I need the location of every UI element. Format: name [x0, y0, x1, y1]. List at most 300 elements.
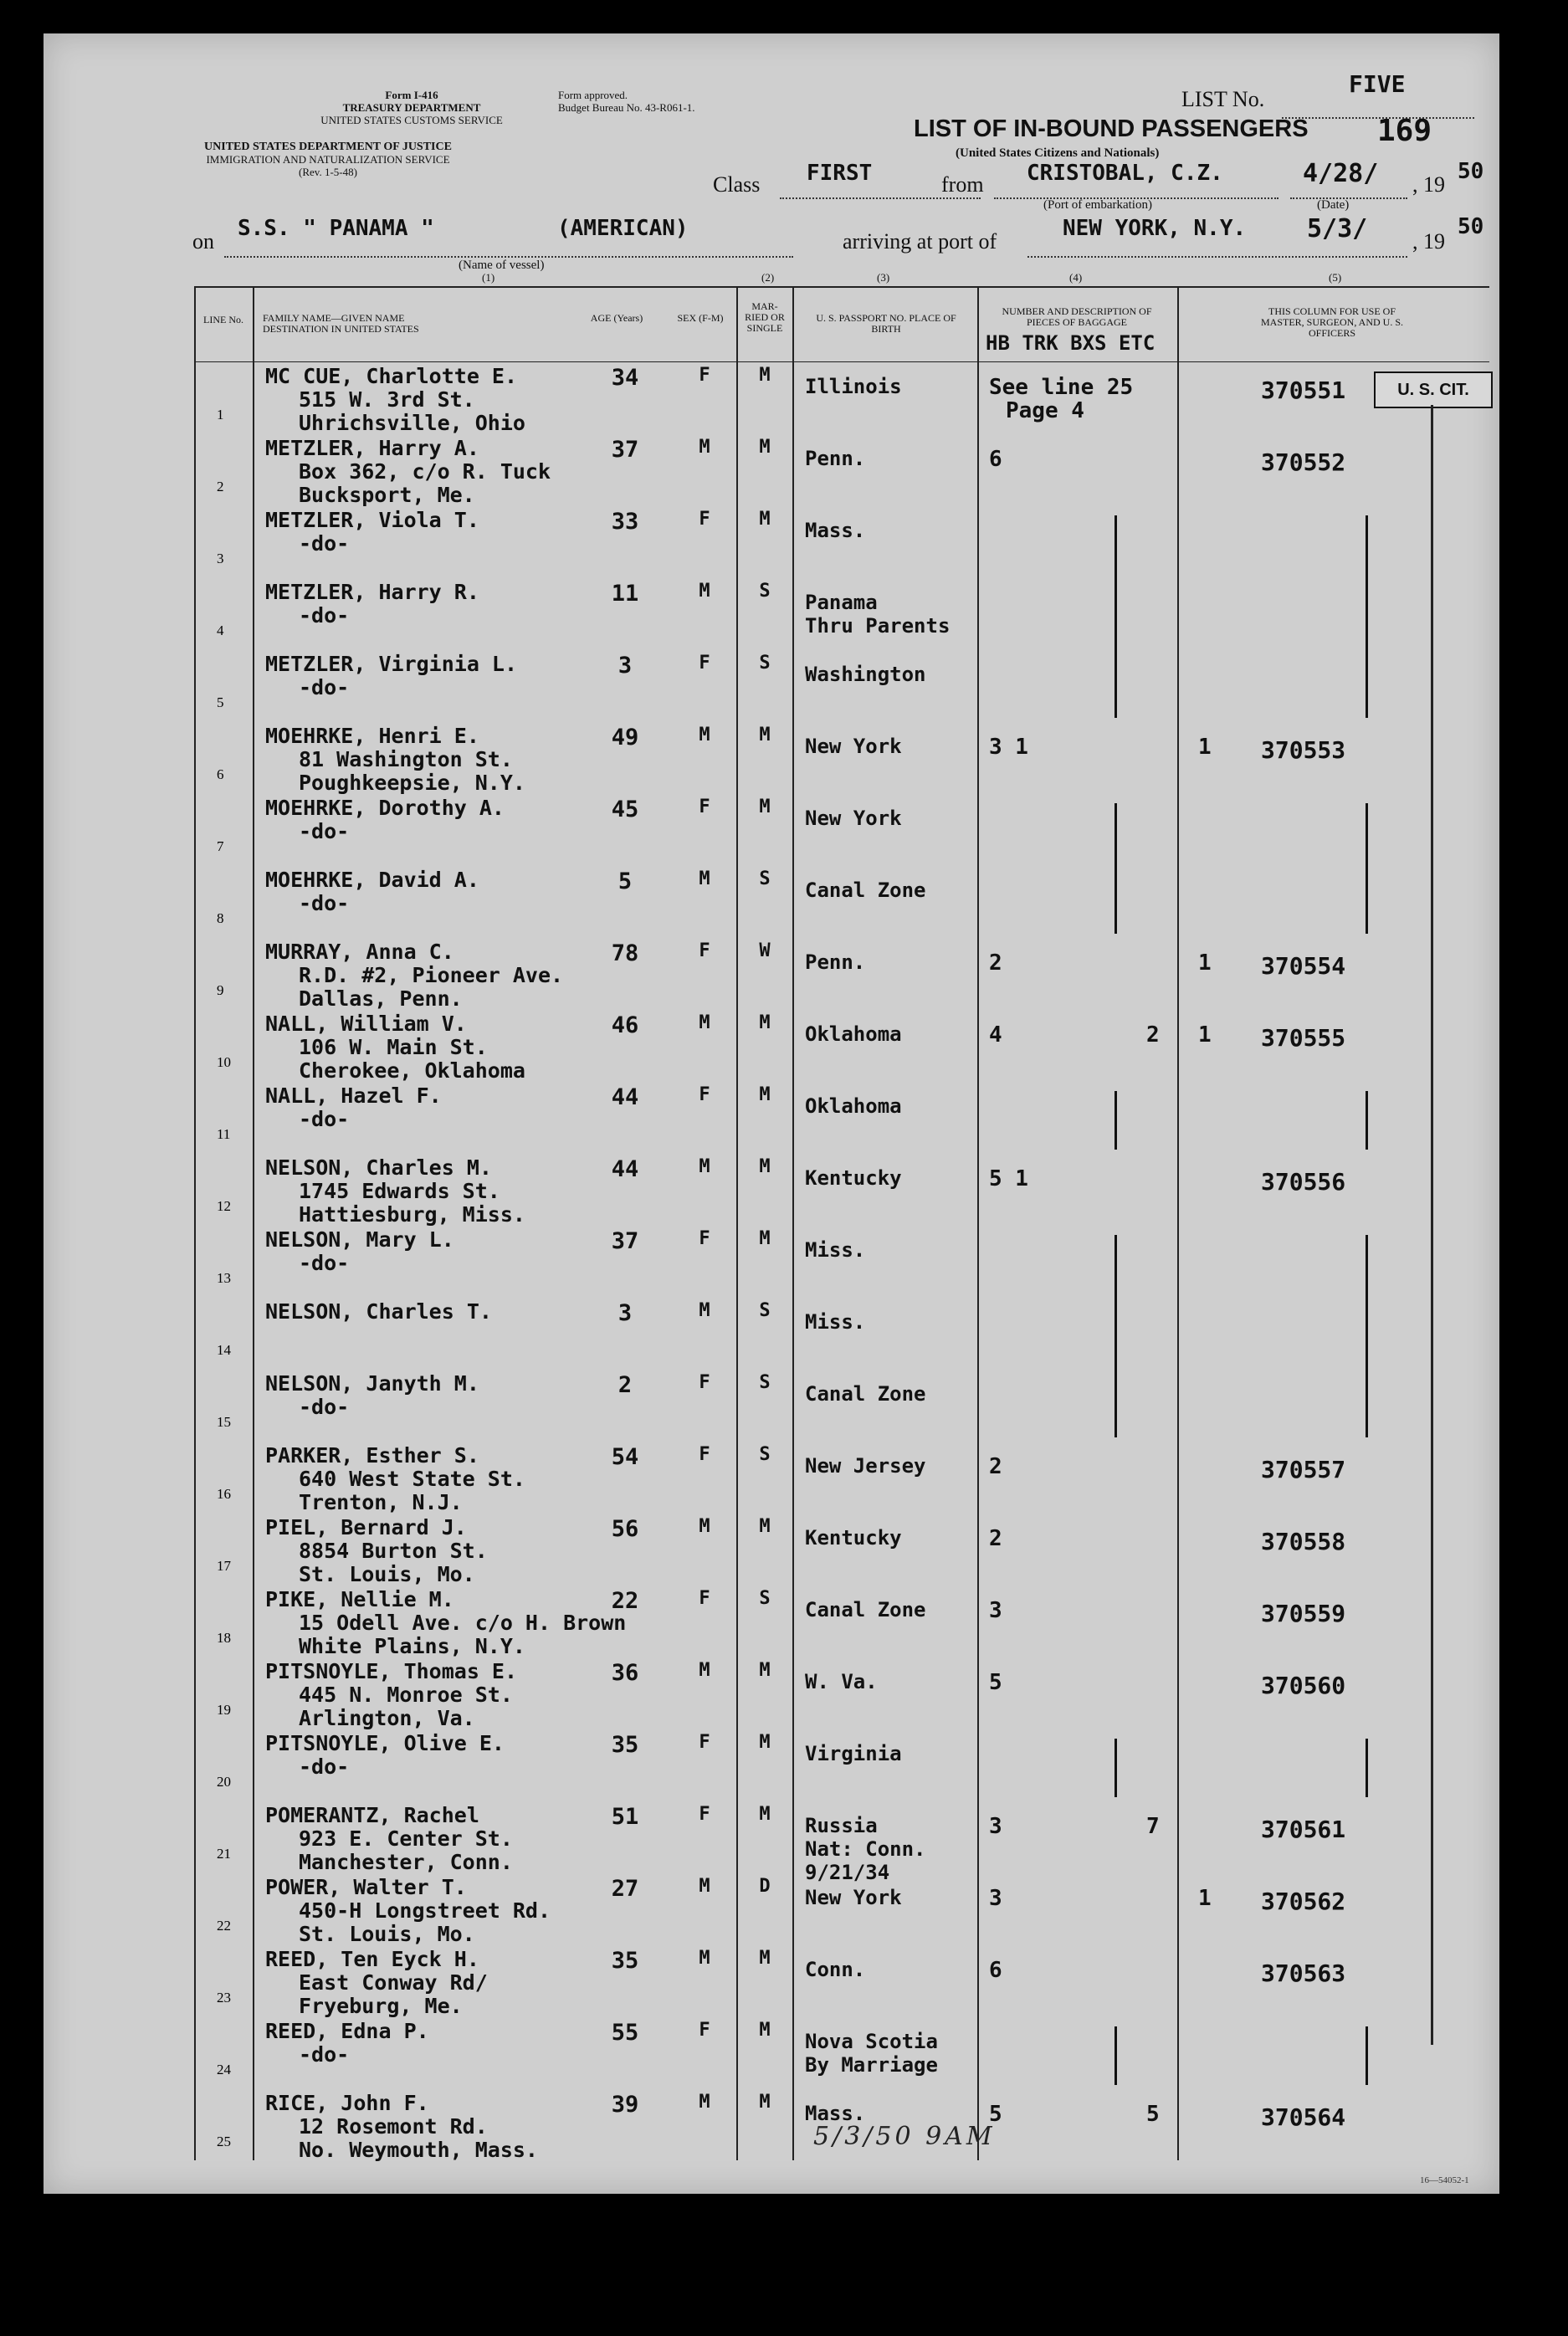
line-number: 22	[217, 1918, 231, 1934]
marital-status: M	[759, 509, 771, 530]
col-num-2: (2)	[761, 271, 775, 284]
passenger-name: NALL, Hazel F.	[265, 1083, 442, 1108]
date-label: (Date)	[1317, 198, 1350, 212]
age: 3	[617, 653, 633, 679]
sex: F	[699, 2020, 710, 2041]
age: 27	[611, 1876, 639, 1902]
line-number: 3	[217, 551, 224, 566]
passenger-name-block	[265, 2020, 429, 2067]
baggage-pieces: 6	[989, 447, 1002, 472]
sex: M	[699, 1948, 710, 1969]
place-of-birth	[805, 1022, 902, 1046]
table-row	[44, 653, 1499, 725]
baggage-pieces-col3: 1	[1198, 1886, 1212, 1911]
age: 36	[611, 1660, 639, 1686]
destination-line: -do-	[299, 1251, 350, 1275]
passenger-name-block	[265, 797, 505, 843]
marital-status: M	[759, 1012, 771, 1033]
place-line: Oklahoma	[805, 1094, 902, 1118]
place-line: New York	[805, 807, 902, 830]
sex: F	[699, 1228, 710, 1249]
embark-port: CRISTOBAL, C.Z.	[1027, 161, 1223, 186]
baggage-pieces: 2	[989, 1526, 1002, 1551]
ditto-line	[1115, 1091, 1117, 1150]
baggage-pieces: 3	[989, 1814, 1002, 1839]
table-row	[44, 1012, 1499, 1084]
passenger-name: METZLER, Virginia L.	[265, 652, 518, 676]
baggage-pieces: See line 25	[989, 375, 1134, 400]
budget-bureau: Budget Bureau No. 43-R061-1.	[558, 101, 695, 114]
marital-status: S	[759, 868, 771, 889]
age: 5	[617, 868, 633, 894]
line-number: 18	[217, 1630, 231, 1646]
place-of-birth	[805, 735, 902, 758]
passenger-name: PARKER, Esther S.	[265, 1443, 479, 1468]
sex: M	[699, 2092, 710, 2113]
arrival-date: 5/3/	[1307, 214, 1368, 243]
marital-status: M	[759, 1228, 771, 1249]
age: 44	[611, 1156, 639, 1182]
place-line: Virginia	[805, 1742, 902, 1765]
destination-line: Uhrichsville, Ohio	[299, 411, 525, 435]
place-line: Kentucky	[805, 1526, 902, 1550]
place-line: Conn.	[805, 1958, 866, 1981]
destination-line: 445 N. Monroe St.	[299, 1683, 513, 1707]
list-no-value: FIVE	[1349, 70, 1406, 98]
place-line: Penn.	[805, 447, 866, 470]
sex: M	[699, 437, 710, 458]
officer-number: 370559	[1261, 1600, 1346, 1627]
vessel-flag: (AMERICAN)	[557, 216, 689, 241]
age: 3	[617, 1300, 633, 1326]
marital-status: M	[759, 1660, 771, 1681]
sex: M	[699, 1516, 710, 1537]
sex: F	[699, 1804, 710, 1825]
age: 55	[611, 2020, 639, 2046]
baggage-pieces-col3: 1	[1198, 1022, 1212, 1048]
sex: F	[699, 365, 710, 386]
destination-line: 12 Rosemont Rd.	[299, 2114, 488, 2139]
officer-number: 370560	[1261, 1672, 1346, 1699]
line-number: 9	[217, 982, 224, 998]
passenger-name-block	[265, 1012, 525, 1083]
sex: M	[699, 1012, 710, 1033]
sex: F	[699, 797, 710, 817]
place-of-birth	[805, 1598, 926, 1621]
ditto-line	[1366, 515, 1368, 718]
baggage-pieces-col2: 7	[1146, 1814, 1160, 1839]
sex: F	[699, 1732, 710, 1753]
place-of-birth	[805, 1526, 902, 1550]
table-row	[44, 940, 1499, 1012]
line-number: 14	[217, 1342, 231, 1358]
baggage-pieces-col2: 2	[1146, 1022, 1160, 1048]
table-row	[44, 1300, 1499, 1372]
destination-line: -do-	[299, 2042, 350, 2067]
officer-number: 370557	[1261, 1456, 1346, 1483]
place-line: New York	[805, 735, 902, 758]
place-line: New Jersey	[805, 1454, 926, 1478]
table-row	[44, 437, 1499, 509]
marital-status: M	[759, 1084, 771, 1105]
passenger-name-block	[265, 1084, 442, 1131]
header-bottom-border	[194, 361, 1489, 362]
marital-status: M	[759, 2020, 771, 2041]
customs-service: UNITED STATES CUSTOMS SERVICE	[320, 114, 503, 126]
destination-line: R.D. #2, Pioneer Ave.	[299, 963, 564, 987]
list-no-label: LIST No.	[1181, 87, 1265, 111]
place-line: W. Va.	[805, 1670, 878, 1693]
place-of-birth	[805, 1238, 865, 1262]
col-header-pieces: NUMBER AND DESCRIPTION OF PIECES OF BAGGAGE	[1002, 305, 1152, 328]
table-row	[44, 1876, 1499, 1948]
place-of-birth	[805, 519, 865, 542]
passenger-name: MC CUE, Charlotte E.	[265, 364, 518, 388]
passenger-name-block	[265, 1876, 551, 1946]
marital-status: S	[759, 1588, 771, 1609]
sex: M	[699, 581, 710, 602]
place-of-birth	[805, 879, 926, 902]
baggage-pieces-col2: Page 4	[1006, 398, 1084, 423]
col-num-4: (4)	[1069, 271, 1083, 284]
destination-line: Hattiesburg, Miss.	[299, 1202, 525, 1227]
officer-number: 370561	[1261, 1816, 1346, 1843]
col-num-5: (5)	[1329, 271, 1342, 284]
passenger-name: METZLER, Harry R.	[265, 580, 479, 604]
line-number: 7	[217, 838, 224, 854]
vessel-name: S.S. " PANAMA "	[238, 216, 434, 241]
line-number: 13	[217, 1270, 231, 1286]
age: 56	[611, 1516, 639, 1542]
form-approval	[558, 89, 695, 114]
form-approved: Form approved.	[558, 89, 628, 101]
passenger-name-block	[265, 1948, 488, 2018]
passenger-name-block	[265, 437, 551, 507]
place-line: Russia	[805, 1814, 878, 1837]
table-row	[44, 1803, 1499, 1884]
marital-status: M	[759, 1804, 771, 1825]
ditto-line	[1366, 1739, 1368, 1797]
place-line: Thru Parents	[805, 614, 951, 638]
line-number: 2	[217, 479, 224, 494]
place-line: Panama	[805, 591, 878, 614]
place-line: Nat: Conn.	[805, 1837, 926, 1861]
destination-line: -do-	[299, 819, 350, 843]
destination-line: -do-	[299, 1755, 350, 1779]
place-of-birth	[805, 950, 865, 974]
officer-number: 370555	[1261, 1024, 1346, 1052]
baggage-pieces-col3: 1	[1198, 950, 1212, 976]
ditto-line	[1115, 515, 1117, 718]
baggage-pieces: 3	[989, 1886, 1002, 1911]
ditto-line	[1115, 2026, 1117, 2085]
marital-status: S	[759, 1300, 771, 1321]
sex: F	[699, 1444, 710, 1465]
destination-line: Box 362, c/o R. Tuck	[299, 459, 551, 484]
sex: M	[699, 868, 710, 889]
vessel-label: (Name of vessel)	[459, 259, 545, 272]
destination-line: White Plains, N.Y.	[299, 1634, 525, 1658]
line-number: 5	[217, 694, 224, 710]
ditto-line	[1366, 803, 1368, 934]
place-line: Illinois	[805, 375, 902, 398]
passenger-name: NELSON, Charles M.	[265, 1155, 492, 1180]
list-title: LIST OF IN-BOUND PASSENGERS	[914, 115, 1309, 142]
col-header-officers: THIS COLUMN FOR USE OF MASTER, SURGEON, AND U. S. OFFICERS	[1260, 305, 1404, 339]
line-number: 17	[217, 1558, 231, 1574]
col-header-sex: SEX (F-M)	[677, 312, 724, 324]
vessel-underline	[224, 256, 793, 258]
table-row	[44, 1588, 1499, 1660]
embark-port-label: (Port of embarkation)	[1043, 198, 1152, 212]
age: 35	[611, 1732, 639, 1758]
arrival-port: NEW YORK, N.Y.	[1063, 216, 1247, 241]
passenger-name: PIEL, Bernard J.	[265, 1515, 467, 1539]
line-number: 21	[217, 1846, 231, 1862]
officer-number: 370552	[1261, 448, 1346, 476]
age: 78	[611, 940, 639, 966]
destination-line: -do-	[299, 675, 350, 699]
footer-print-code: 16—54052-1	[1420, 2175, 1469, 2185]
age: 44	[611, 1084, 639, 1110]
place-of-birth	[805, 1454, 926, 1478]
place-of-birth	[805, 2030, 938, 2077]
passenger-name: METZLER, Viola T.	[265, 508, 479, 532]
form-number	[320, 89, 504, 126]
destination-line: East Conway Rd/	[299, 1970, 488, 1995]
table-row	[44, 1156, 1499, 1228]
table-row	[44, 1228, 1499, 1300]
marital-status: S	[759, 1372, 771, 1393]
justice-dept-block	[186, 141, 470, 178]
table-row	[44, 1660, 1499, 1732]
class-label: Class	[713, 172, 761, 197]
marital-status: W	[759, 940, 771, 961]
destination-line: 1745 Edwards St.	[299, 1179, 500, 1203]
col-header-age: AGE (Years)	[590, 312, 643, 324]
marital-status: S	[759, 653, 771, 674]
line-number: 16	[217, 1486, 231, 1502]
line-number: 11	[217, 1126, 231, 1142]
place-of-birth	[805, 1310, 865, 1334]
age: 37	[611, 437, 639, 463]
age: 22	[611, 1588, 639, 1614]
marital-status: M	[759, 1948, 771, 1969]
table-row	[44, 797, 1499, 868]
passenger-name-block	[265, 725, 525, 795]
place-line: Miss.	[805, 1238, 866, 1262]
col-header-line: LINE No.	[203, 314, 243, 325]
destination-line: 450-H Longstreet Rd.	[299, 1898, 551, 1923]
marital-status: M	[759, 725, 771, 745]
year-2: 50	[1458, 214, 1484, 239]
place-of-birth	[805, 1742, 902, 1765]
officer-number: 370554	[1261, 952, 1346, 980]
line-number: 6	[217, 766, 224, 782]
passenger-name: NALL, William V.	[265, 1012, 467, 1036]
passenger-name-block	[265, 365, 525, 435]
age: 51	[611, 1804, 639, 1830]
age: 2	[617, 1372, 633, 1398]
line-number: 25	[217, 2134, 231, 2149]
place-line: Nova Scotia	[805, 2030, 938, 2053]
place-of-birth	[805, 807, 902, 830]
handwritten-footer-note: 5/3/50 9AM	[813, 2122, 996, 2151]
marital-status: M	[759, 1516, 771, 1537]
place-of-birth	[805, 1958, 865, 1981]
place-of-birth	[805, 663, 926, 686]
passenger-name: METZLER, Harry A.	[265, 436, 479, 460]
sex: M	[699, 1300, 710, 1321]
destination-line: Bucksport, Me.	[299, 483, 475, 507]
passenger-name: NELSON, Janyth M.	[265, 1371, 479, 1396]
place-line: Canal Zone	[805, 879, 926, 902]
destination-line: No. Weymouth, Mass.	[299, 2138, 538, 2162]
year-prefix-1: , 19	[1412, 172, 1445, 197]
marital-status: D	[759, 1876, 771, 1897]
officer-number: 370553	[1261, 736, 1346, 764]
place-line: Oklahoma	[805, 1022, 902, 1046]
baggage-pieces: 5 1	[989, 1166, 1028, 1191]
baggage-pieces: 3 1	[989, 735, 1028, 760]
place-of-birth	[805, 1886, 902, 1909]
pieces-typed-header: HB TRK BXS ETC	[986, 331, 1156, 355]
ditto-line	[1115, 803, 1117, 934]
passenger-name: POMERANTZ, Rachel	[265, 1803, 479, 1827]
table-row	[44, 2020, 1499, 2092]
place-line: New York	[805, 1886, 902, 1909]
passenger-name-block	[265, 1804, 513, 1874]
table-row	[44, 1948, 1499, 2020]
table-row	[44, 725, 1499, 797]
passenger-name: PIKE, Nellie M.	[265, 1587, 454, 1611]
justice-dept: UNITED STATES DEPARTMENT OF JUSTICE	[204, 141, 452, 153]
sex: M	[699, 1156, 710, 1177]
place-line: Penn.	[805, 950, 866, 974]
col-header-married: MAR-RIED OR SINGLE	[745, 300, 785, 334]
page-number: 169	[1377, 114, 1432, 148]
marital-status: S	[759, 1444, 771, 1465]
passenger-name-block	[265, 1228, 454, 1275]
passenger-name: PITSNOYLE, Thomas E.	[265, 1659, 518, 1683]
departure-date: 4/28/	[1303, 159, 1379, 188]
sex: F	[699, 1588, 710, 1609]
destination-line: Poughkeepsie, N.Y.	[299, 771, 525, 795]
table-row	[44, 1444, 1499, 1516]
ins-service: IMMIGRATION AND NATURALIZATION SERVICE	[206, 153, 450, 166]
destination-line: -do-	[299, 891, 350, 915]
passenger-name: RICE, John F.	[265, 2091, 429, 2115]
sex: M	[699, 1660, 710, 1681]
ditto-line	[1366, 1091, 1368, 1150]
destination-line: 81 Washington St.	[299, 747, 513, 771]
passenger-name: POWER, Walter T.	[265, 1875, 467, 1899]
line-number: 10	[217, 1054, 231, 1070]
marital-status: M	[759, 1732, 771, 1753]
passenger-name: MOEHRKE, Dorothy A.	[265, 796, 505, 820]
baggage-pieces: 2	[989, 1454, 1002, 1479]
table-row	[44, 509, 1499, 581]
place-line: 9/21/34	[805, 1861, 890, 1884]
place-of-birth	[805, 375, 902, 398]
place-line: Miss.	[805, 1310, 866, 1334]
table-row	[44, 2092, 1499, 2164]
passenger-name: REED, Ten Eyck H.	[265, 1947, 479, 1971]
place-of-birth	[805, 447, 865, 470]
table-top-border	[194, 286, 1489, 288]
officer-number: 370556	[1261, 1168, 1346, 1196]
ditto-line	[1366, 2026, 1368, 2085]
passenger-name-block	[265, 2092, 538, 2162]
destination-line: 8854 Burton St.	[299, 1539, 488, 1563]
sex: F	[699, 1084, 710, 1105]
passenger-name: MOEHRKE, David A.	[265, 868, 479, 892]
sex: F	[699, 509, 710, 530]
passenger-name: NELSON, Charles T.	[265, 1299, 492, 1324]
on-label: on	[192, 229, 214, 254]
col-header-passport: U. S. PASSPORT NO. PLACE OF BIRTH	[816, 312, 956, 335]
age: 45	[611, 797, 639, 822]
line-number: 24	[217, 2062, 231, 2077]
line-number: 15	[217, 1414, 231, 1430]
officer-number: 370558	[1261, 1528, 1346, 1555]
arrival-underline	[1027, 256, 1407, 258]
place-of-birth	[805, 1094, 902, 1118]
destination-line: -do-	[299, 1107, 350, 1131]
destination-line: Fryeburg, Me.	[299, 1994, 463, 2018]
line-number: 12	[217, 1198, 231, 1214]
age: 33	[611, 509, 639, 535]
passenger-name-block	[265, 653, 517, 699]
form-id: Form I-416	[385, 89, 438, 101]
class-underline	[780, 197, 981, 199]
place-line: Kentucky	[805, 1166, 902, 1190]
age: 37	[611, 1228, 639, 1254]
treasury-dept: TREASURY DEPARTMENT	[342, 101, 481, 114]
destination-line: 640 West State St.	[299, 1467, 525, 1491]
destination-line: Manchester, Conn.	[299, 1850, 513, 1874]
table-row	[44, 1516, 1499, 1588]
marital-status: M	[759, 1156, 771, 1177]
year-1: 50	[1458, 159, 1484, 184]
destination-line: 15 Odell Ave. c/o H. Brown	[299, 1611, 627, 1635]
marital-status: M	[759, 2092, 771, 2113]
age: 54	[611, 1444, 639, 1470]
passenger-name-block	[265, 581, 479, 628]
place-line: Mass.	[805, 519, 866, 542]
place-of-birth	[805, 591, 950, 638]
ditto-line	[1115, 1739, 1117, 1797]
passenger-name: MURRAY, Anna C.	[265, 940, 454, 964]
baggage-pieces: 2	[989, 950, 1002, 976]
officer-number: 370563	[1261, 1959, 1346, 1987]
sex: F	[699, 653, 710, 674]
destination-line: Dallas, Penn.	[299, 986, 463, 1011]
col-header-name: FAMILY NAME—GIVEN NAME DESTINATION IN UNITED STATES	[263, 312, 419, 335]
baggage-pieces: 5	[989, 2102, 1002, 2127]
place-of-birth	[805, 1166, 902, 1190]
place-line: Washington	[805, 663, 926, 686]
baggage-pieces: 3	[989, 1598, 1002, 1623]
marital-status: M	[759, 437, 771, 458]
destination-line: Cherokee, Oklahoma	[299, 1058, 525, 1083]
marital-status: M	[759, 797, 771, 817]
age: 34	[611, 365, 639, 391]
passenger-name-block	[265, 1516, 488, 1586]
age: 35	[611, 1948, 639, 1974]
age: 49	[611, 725, 639, 750]
age: 11	[611, 581, 639, 607]
